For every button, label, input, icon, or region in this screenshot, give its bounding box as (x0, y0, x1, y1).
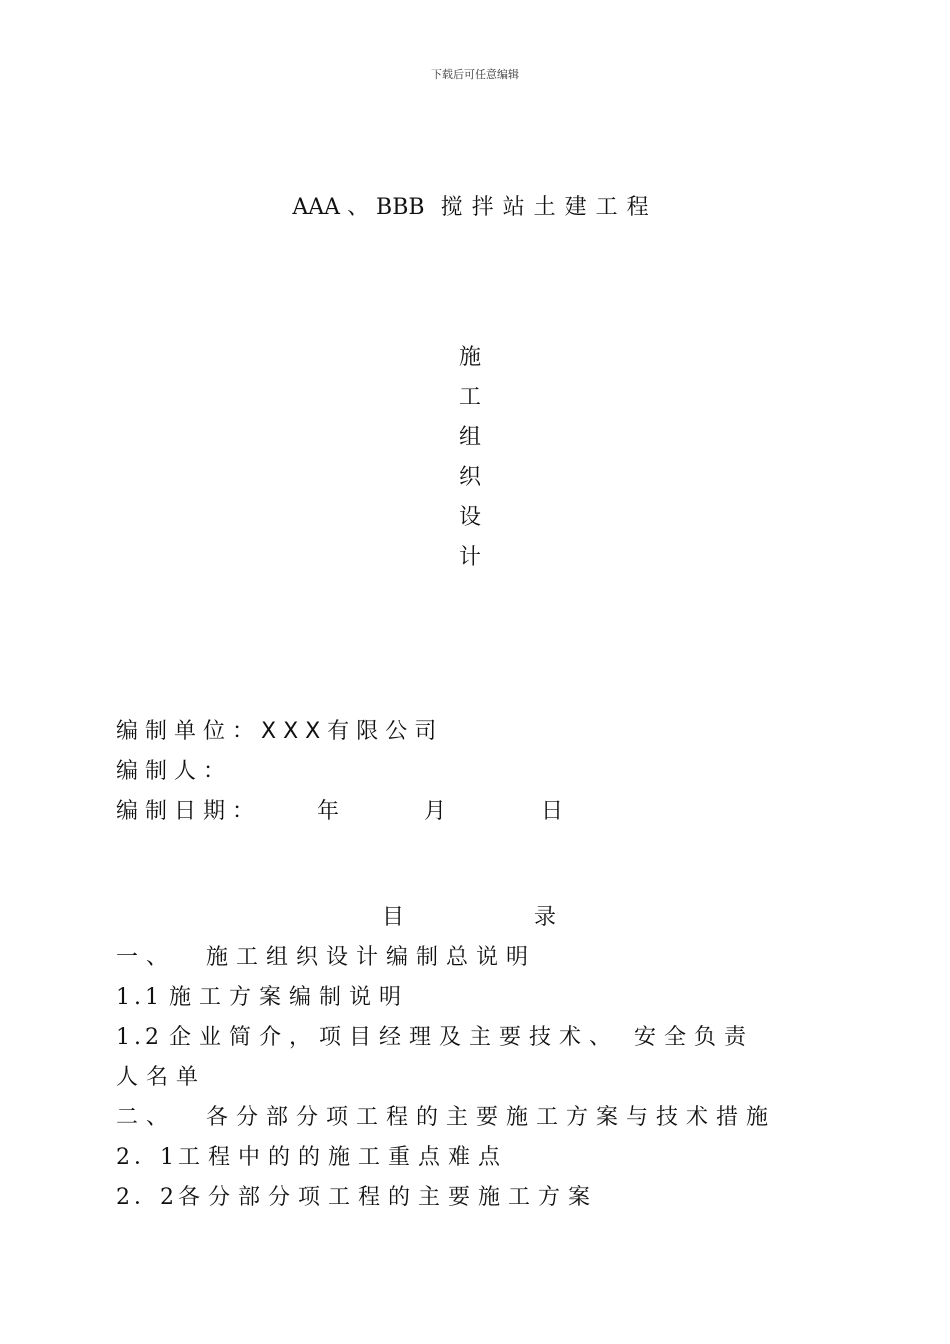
vertical-title-char: 工 (458, 385, 481, 410)
toc-heading (382, 898, 562, 938)
compile-unit-value: XXX有限公司 (261, 719, 444, 744)
toc-item-number: 2．2 (116, 1185, 178, 1210)
title-prefix: AAA 、 BBB (292, 195, 425, 220)
toc-item-number: 1.1 (116, 985, 163, 1010)
year-label: 年 (317, 799, 347, 824)
vertical-title-char: 织 (458, 465, 481, 490)
vertical-title (452, 338, 488, 578)
toc-item-text: 企业简介，项目经理及主要技术、 安全负责 (169, 1025, 754, 1050)
header-note: 下载后可任意编辑 (431, 68, 519, 81)
vertical-title-char: 计 (458, 545, 481, 570)
toc-heading-char: 录 (534, 905, 557, 930)
toc-item (116, 1098, 836, 1138)
toc-item (116, 978, 836, 1018)
toc-item-text: 各分部分项工程的主要施工方案 (178, 1185, 599, 1210)
toc-item-text: 工程中的的施工重点难点 (178, 1145, 509, 1170)
compiler-row (116, 752, 570, 792)
document-title (0, 190, 950, 221)
compiler-label: 编制人： (116, 759, 233, 784)
compile-unit-row (116, 712, 570, 752)
toc-item (116, 1178, 836, 1218)
toc-item-text: 各分部分项工程的主要施工方案与技术措施 (206, 1105, 777, 1130)
toc-item-number: 二、 (116, 1105, 177, 1130)
toc-item (116, 1138, 836, 1178)
toc-item (116, 938, 836, 978)
toc-item-number: 1.2 (116, 1025, 163, 1050)
day-label: 日 (541, 799, 571, 824)
compile-date-label: 编制日期： (116, 799, 262, 824)
vertical-title-char: 组 (458, 425, 481, 450)
toc-item (116, 1018, 836, 1058)
title-main: 搅拌站土建工程 (440, 195, 658, 220)
toc-item-number: 2．1 (116, 1145, 178, 1170)
compile-date-row (116, 792, 570, 832)
toc-item (116, 1058, 836, 1098)
toc-heading-char: 目 (382, 905, 405, 930)
toc-item-text: 人名单 (116, 1065, 207, 1090)
toc-item-number: 一、 (116, 945, 177, 970)
info-block (116, 712, 570, 832)
vertical-title-char: 设 (458, 505, 481, 530)
month-label: 月 (424, 799, 454, 824)
toc-item-text: 施工方案编制说明 (169, 985, 410, 1010)
toc-item-text: 施工组织设计编制总说明 (206, 945, 537, 970)
table-of-contents (116, 938, 836, 1218)
vertical-title-char: 施 (458, 345, 481, 370)
compile-unit-label: 编制单位： (116, 719, 262, 744)
